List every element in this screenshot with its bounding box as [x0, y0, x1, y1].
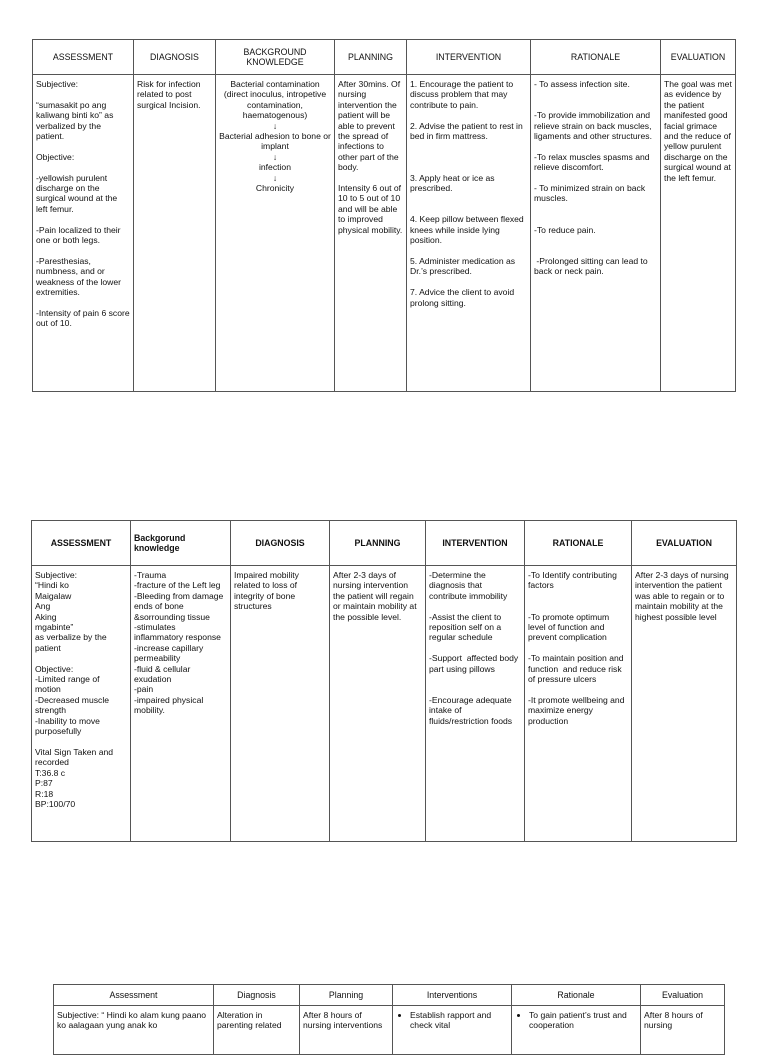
assessment-line: [35, 653, 127, 663]
intervention-line: 3. Apply heat or ice as prescribed.: [410, 172, 497, 194]
header-evaluation: Evaluation: [641, 985, 725, 1006]
assessment-line: [36, 162, 130, 172]
intervention-line: -Encourage adequate intake of fluids/restriction foods: [429, 694, 515, 726]
intervention-cell: [407, 75, 531, 392]
assessment-line: -Paresthesias, numbness, and or weakness of the lower extremities.: [36, 255, 124, 298]
intervention-line: [410, 110, 527, 120]
rationale-line: -It promote wellbeing and maximize energy production: [528, 694, 627, 726]
intervention-line: [410, 193, 527, 203]
intervention-line: 5. Administer medication as Dr.’s prescribed.: [410, 255, 518, 277]
evaluation-cell: After 8 hours of nursing: [641, 1006, 725, 1055]
evaluation-cell: The goal was met as evidence by the patient manifested good facial grimace and the reduce of yellow purulent discharge on the surgical wound at the left femur.: [661, 75, 736, 392]
background-knowledge-cell: [216, 75, 335, 392]
header-assessment: ASSESSMENT: [32, 521, 131, 566]
assessment-cell: [33, 75, 134, 392]
assessment-line: Ang: [35, 601, 51, 612]
rationale-line: -To promote optimum level of function and prevent complication: [528, 611, 612, 643]
background-line: infection: [258, 162, 291, 173]
intervention-line: 7. Advice the client to avoid prolong sitting.: [410, 287, 517, 308]
assessment-line: -Limited range of motion: [35, 674, 102, 695]
planning-cell: After 8 hours of nursing interventions: [300, 1006, 393, 1055]
header-intervention: INTERVENTION: [426, 521, 525, 566]
background-line: Chronicity: [255, 183, 295, 194]
interventions-cell: [393, 1006, 512, 1055]
evaluation-cell: After 2-3 days of nursing intervention the patient was able to regain or to maintain mobility at the highest possible level: [632, 566, 737, 842]
assessment-line: [35, 737, 127, 747]
assessment-line: “Hindi ko: [35, 580, 69, 591]
intervention-line: [410, 277, 527, 287]
rationale-line: [534, 214, 657, 224]
intervention-line: -Support affected body part using pillows: [429, 653, 521, 674]
assessment-line: -yellowish purulent discharge on the surgical wound at the left femur.: [36, 172, 120, 214]
rationale-line: [534, 204, 657, 214]
assessment-line: [36, 298, 130, 308]
rationale-line: -To relax muscles spasms and relieve discomfort.: [534, 151, 652, 173]
rationale-line: [534, 100, 657, 110]
assessment-line: Objective:: [36, 151, 75, 162]
planning-line: After 30mins. Of nursing intervention the patient will be able to prevent the spread of infections to other part of the body.: [338, 79, 403, 173]
assessment-line: Maigalaw: [35, 590, 72, 601]
care-plan-table-parenting: [53, 984, 725, 1055]
header-planning: Planning: [300, 985, 393, 1006]
header-assessment: Assessment: [54, 985, 214, 1006]
planning-line: Intensity 6 out of 10 to 5 out of 10 and will be able to improved physical mobility.: [338, 183, 404, 235]
table-row: [54, 1006, 725, 1055]
table-header-row: [32, 521, 737, 566]
diagnosis-cell: Risk for infection related to post surgical Incision.: [134, 75, 216, 392]
intervention-cell: [426, 566, 525, 842]
rationale-line: -To provide immobilization and relieve strain on back muscles, ligaments and other structures.: [534, 110, 654, 142]
background-line: -Trauma: [134, 570, 167, 580]
header-evaluation: EVALUATION: [661, 40, 736, 75]
intervention-line: 2. Advise the patient to rest in bed in firm mattress.: [410, 120, 526, 142]
assessment-line: [36, 246, 130, 256]
care-plan-table-mobility: [31, 520, 737, 842]
table-row: [32, 566, 737, 842]
intervention-line: [410, 152, 527, 162]
rationale-line: - To minimized strain on back muscles.: [534, 183, 648, 204]
table-header-row: [54, 985, 725, 1006]
header-background-knowledge: BACKGROUND KNOWLEDGE: [216, 40, 335, 75]
header-rationale: RATIONALE: [525, 521, 632, 566]
header-planning: PLANNING: [330, 521, 426, 566]
header-planning: PLANNING: [335, 40, 407, 75]
rationale-line: [528, 643, 628, 653]
down-arrow-icon: ↓: [272, 172, 278, 183]
assessment-line: -Inability to move purposefully: [35, 715, 103, 737]
background-line: Bacterial contamination (direct inoculus, intropetive contamination, haematogenous): [223, 79, 329, 121]
rationale-line: [534, 141, 657, 151]
table-row: [33, 75, 736, 392]
background-line: -increase capillary permeability: [134, 642, 206, 664]
header-diagnosis: DIAGNOSIS: [231, 521, 330, 566]
rationale-line: [528, 591, 628, 601]
header-rationale: Rationale: [512, 985, 641, 1006]
rationale-line: [534, 89, 657, 99]
assessment-line: -Pain localized to their one or both legs.: [36, 224, 123, 246]
interventions-list: [396, 1010, 508, 1031]
intervention-line: [429, 601, 521, 611]
rationale-cell: [525, 566, 632, 842]
rationale-line: [528, 601, 628, 611]
header-diagnosis: DIAGNOSIS: [134, 40, 216, 75]
vital-sign-blood-pressure: BP:100/70: [35, 798, 76, 809]
diagnosis-cell: Alteration in parenting related: [214, 1006, 300, 1055]
rationale-line: -To reduce pain.: [534, 224, 596, 235]
rationale-cell: [531, 75, 661, 392]
assessment-cell: [32, 566, 131, 842]
intervention-line: [429, 674, 521, 684]
diagnosis-cell: Impaired mobility related to loss of integrity of bone structures: [231, 566, 330, 842]
assessment-line: -Decreased muscle strength: [35, 694, 112, 716]
background-line: -pain: [134, 684, 154, 695]
background-line: Bacterial adhesion to bone or implant: [219, 131, 334, 152]
header-assessment: ASSESSMENT: [33, 40, 134, 75]
rationale-list: [515, 1010, 637, 1031]
intervention-line: [410, 141, 527, 151]
assessment-line: mgabinte”: [35, 622, 74, 633]
down-arrow-icon: ↓: [272, 120, 278, 131]
header-background-knowledge: Backgorund knowledge: [131, 521, 231, 566]
planning-line: [338, 173, 403, 183]
rationale-line: -To maintain position and function and reduce risk of pressure ulcers: [528, 653, 626, 685]
planning-cell: After 2-3 days of nursing intervention the patient will regain or maintain mobility at the possible level.: [330, 566, 426, 842]
assessment-line: Objective:: [35, 663, 74, 674]
table-header-row: [33, 40, 736, 75]
header-evaluation: EVALUATION: [632, 521, 737, 566]
rationale-line: [528, 684, 628, 694]
intervention-line: 1. Encourage the patient to discuss problem that may contribute to pain.: [410, 79, 516, 110]
intervention-line: [410, 204, 527, 214]
rationale-cell: [512, 1006, 641, 1055]
background-line: -fracture of the Left leg: [134, 580, 221, 591]
assessment-line: [36, 214, 130, 224]
intervention-line: [429, 643, 521, 653]
rationale-line: -To Identify contributing factors: [528, 570, 620, 591]
assessment-line: [36, 89, 130, 99]
vital-sign-temperature: T:36.8 c: [35, 767, 66, 778]
assessment-line: Subjective:: [36, 79, 79, 89]
intervention-line: [410, 246, 527, 256]
header-diagnosis: Diagnosis: [214, 985, 300, 1006]
planning-cell: [335, 75, 407, 392]
intervention-line: 4. Keep pillow between flexed knees while inside lying position.: [410, 214, 527, 246]
background-line: -stimulates inflammatory response: [134, 622, 221, 643]
intervention-line: [410, 162, 527, 172]
vital-sign-respiration: R:18: [35, 788, 54, 799]
assessment-line: -Intensity of pain 6 score out of 10.: [36, 307, 133, 329]
rationale-line: -Prolonged sitting can lead to back or neck pain.: [534, 255, 651, 277]
header-intervention: INTERVENTION: [407, 40, 531, 75]
rationale-line: - To assess infection site.: [534, 79, 630, 89]
background-line: -Bleeding from damage ends of bone &sorrounding tissue: [134, 590, 226, 622]
intervention-line: [429, 684, 521, 694]
list-item: • Establish rapport and check vital: [410, 1010, 508, 1031]
rationale-line: [534, 235, 657, 245]
list-item: • To gain patient’s trust and cooperation: [529, 1010, 637, 1031]
header-interventions: Interventions: [393, 985, 512, 1006]
background-line: -fluid & cellular exudation: [134, 663, 193, 685]
vital-sign-pulse: P:87: [35, 778, 53, 789]
assessment-line: Aking: [35, 611, 57, 622]
care-plan-table-infection: [32, 39, 736, 392]
rationale-line: [534, 246, 657, 256]
assessment-cell: Subjective: “ Hindi ko alam kung paano ko aalagaan yung anak ko: [54, 1006, 214, 1055]
assessment-line: “sumasakit po ang kaliwang binti ko” as verbalized by the patient.: [36, 99, 116, 142]
background-knowledge-cell: [131, 566, 231, 842]
intervention-line: -Determine the diagnosis that contribute immobility: [429, 570, 508, 601]
assessment-line: [36, 141, 130, 151]
down-arrow-icon: ↓: [272, 151, 278, 162]
header-rationale: RATIONALE: [531, 40, 661, 75]
assessment-line: as verbalize by the patient: [35, 632, 110, 653]
intervention-line: -Assist the client to reposition self on a regular schedule: [429, 611, 504, 643]
background-line: -impaired physical mobility.: [134, 694, 206, 716]
rationale-line: [534, 173, 657, 183]
assessment-line: Subjective:: [35, 570, 78, 580]
assessment-line: Vital Sign Taken and recorded: [35, 746, 116, 768]
